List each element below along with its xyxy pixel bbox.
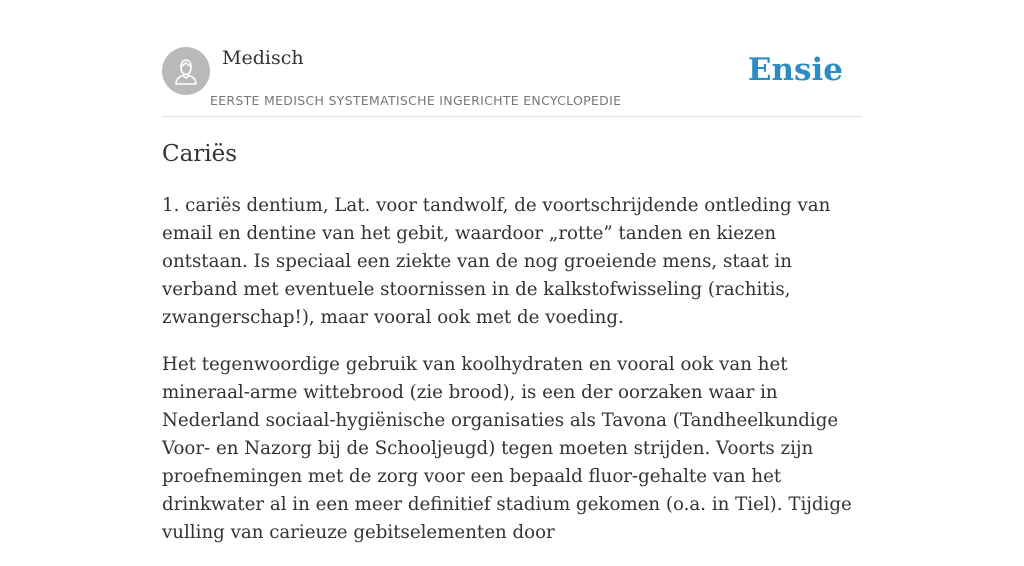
source-header bbox=[162, 46, 862, 117]
article-paragraph: 1. cariës dentium, Lat. voor tandwolf, de voortschrijdende ontleding van email en dentine van het gebit, waardoor „rotte” tanden en kiezen ontstaan. Is speciaal een ziekte van de nog groeiende mens, staat in verband met eventuele stoornissen in de kalkstofwisseling (rachitis, zwangerschap!), maar vooral ook met de voeding. bbox=[162, 195, 831, 328]
source-name[interactable]: Medisch bbox=[222, 47, 304, 69]
user-silhouette-icon bbox=[162, 47, 210, 95]
article-title: Cariës bbox=[162, 141, 238, 167]
user-avatar-icon[interactable] bbox=[162, 47, 210, 95]
article-body bbox=[162, 192, 864, 566]
source-subtitle: EERSTE MEDISCH SYSTEMATISCHE INGERICHTE ENCYCLOPEDIE bbox=[210, 93, 622, 108]
article-paragraph: Het tegenwoordige gebruik van koolhydraten en vooral ook van het mineraal-arme wittebrood (zie brood), is een der oorzaken waar in Nederland sociaal-hygiënische organisaties als Tavona (Tandheelkundige Voor- en Nazorg bij de Schooljeugd) tegen moeten strijden. Voorts zijn proefnemingen met de zorg voor een bepaald fluor-gehalte van het drinkwater al in een meer definitief stadium gekomen (o.a. in Tiel). Tijdige vulling van carieuze gebitselementen door bbox=[162, 354, 852, 543]
ensie-logo[interactable]: Ensie bbox=[747, 52, 843, 88]
